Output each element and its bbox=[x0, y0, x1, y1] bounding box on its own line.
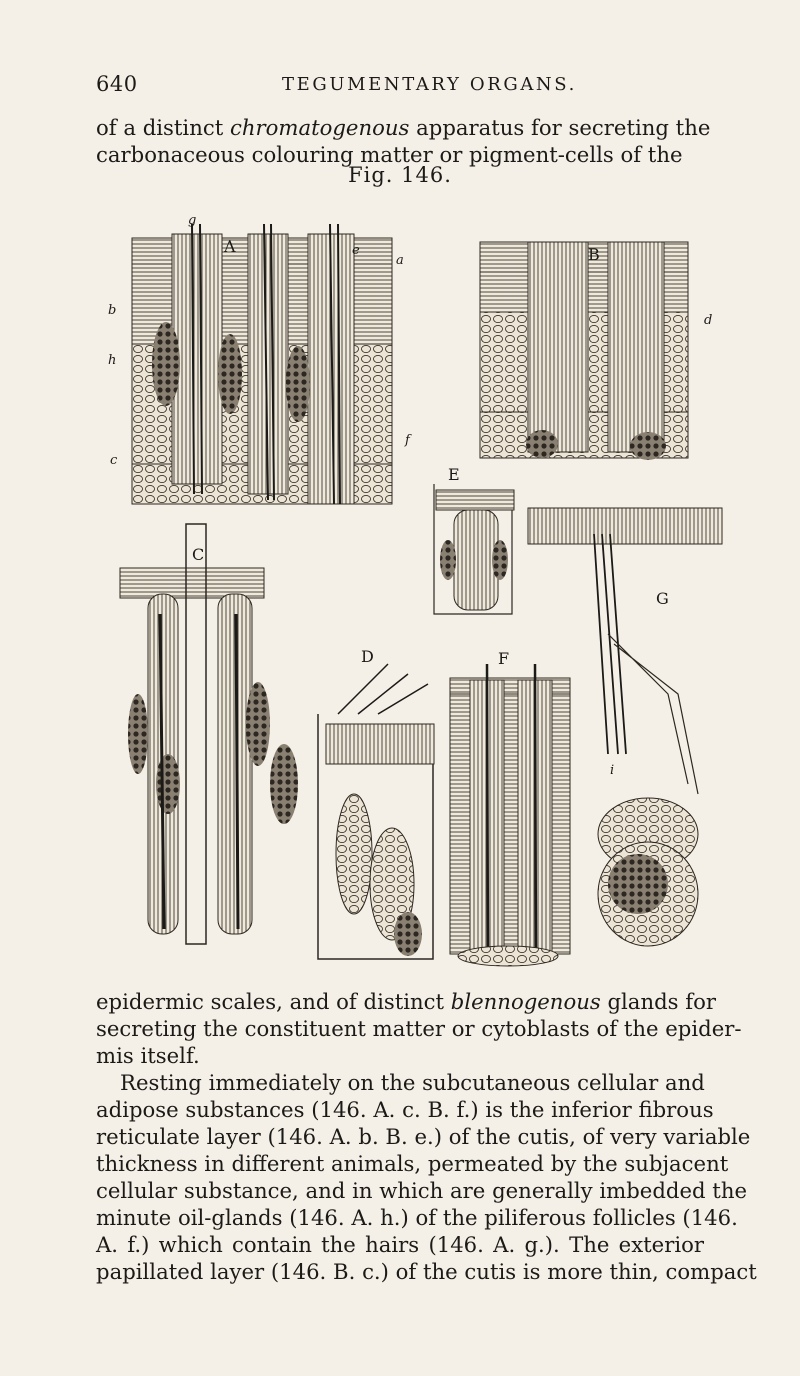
text-line: of a distinct chromatogenous apparatus for secreting the bbox=[96, 115, 711, 140]
panel-label-d: D bbox=[361, 647, 374, 666]
label-i: i bbox=[610, 763, 615, 778]
text-line: minute oil-glands (146. A. h.) of the piliferous follicles (146. bbox=[96, 1205, 738, 1230]
panel-label-e: E bbox=[448, 465, 460, 484]
label-f: f bbox=[405, 433, 410, 448]
figure-146-illustration bbox=[108, 194, 728, 974]
paragraph-1 bbox=[96, 988, 742, 1069]
text-line: adipose substances (146. A. c. B. f.) is the inferior fibrous bbox=[96, 1097, 714, 1122]
page-number: 640 bbox=[96, 72, 138, 96]
text-line: secreting the constituent matter or cytoblasts of the epider- bbox=[96, 1016, 742, 1041]
page-header bbox=[96, 72, 704, 102]
panel-f-drawing bbox=[450, 664, 570, 966]
text-line: A. f.) which contain the hairs (146. A. g.). The exterior bbox=[96, 1232, 704, 1257]
panel-label-g: G bbox=[656, 589, 669, 608]
panel-d-drawing bbox=[318, 664, 434, 959]
panel-label-b: B bbox=[588, 245, 600, 264]
text-line: reticulate layer (146. A. b. B. e.) of the cutis, of very variable bbox=[96, 1124, 751, 1149]
text-line: mis itself. bbox=[96, 1043, 200, 1068]
text-line: Resting immediately on the subcutaneous cellular and bbox=[120, 1070, 705, 1095]
panel-b-drawing bbox=[480, 242, 688, 460]
text-line: thickness in different animals, permeated by the subjacent bbox=[96, 1151, 729, 1176]
label-d: d bbox=[704, 313, 713, 328]
italic-term: chromatogenous bbox=[229, 115, 410, 140]
panel-label-a: A bbox=[224, 237, 236, 256]
text-line: epidermic scales, and of distinct blennogenous glands for bbox=[96, 989, 716, 1014]
label-b: b bbox=[108, 303, 117, 318]
panel-label-f: F bbox=[498, 649, 510, 668]
label-c: c bbox=[110, 453, 118, 468]
label-h: h bbox=[108, 353, 117, 368]
panel-label-c: C bbox=[192, 545, 205, 564]
label-a: a bbox=[396, 253, 404, 268]
panel-a-drawing bbox=[132, 224, 392, 504]
label-e: e bbox=[352, 243, 360, 258]
panel-e-drawing bbox=[434, 484, 514, 614]
label-g: g bbox=[188, 213, 197, 228]
figure-caption: Fig. 146. bbox=[348, 163, 452, 187]
paragraph-top bbox=[96, 114, 711, 168]
text-line: cellular substance, and in which are generally imbedded the bbox=[96, 1178, 747, 1203]
running-title: TEGUMENTARY ORGANS. bbox=[282, 74, 577, 95]
text-line: carbonaceous colouring matter or pigment-cells of the bbox=[96, 142, 683, 167]
italic-term: blennogenous bbox=[450, 989, 601, 1014]
paragraph-2 bbox=[96, 1069, 757, 1285]
text-line: papillated layer (146. B. c.) of the cutis is more thin, compact bbox=[96, 1259, 757, 1284]
panel-c-drawing bbox=[120, 524, 298, 944]
